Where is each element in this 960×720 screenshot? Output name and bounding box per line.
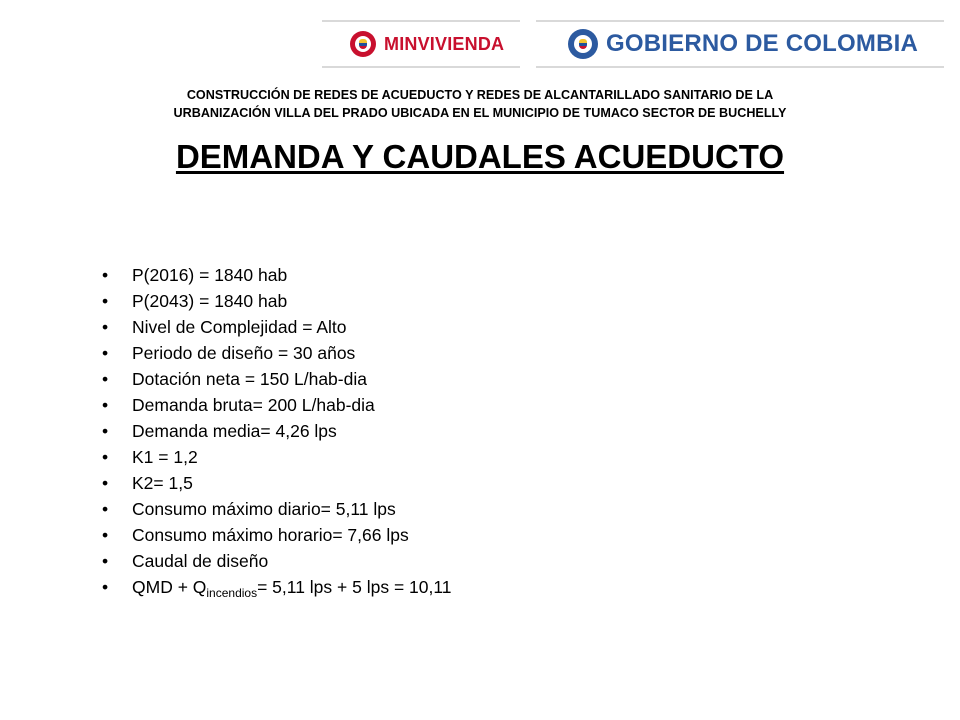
colombia-seal-icon bbox=[568, 29, 598, 59]
project-header-line-2: URBANIZACIÓN VILLA DEL PRADO UBICADA EN EL MUNICIPIO DE TUMACO SECTOR DE BUCHELLY bbox=[173, 106, 787, 120]
formula-result: = 5,11 lps + 5 lps = 10,11 bbox=[257, 577, 452, 597]
slide-title: DEMANDA Y CAUDALES ACUEDUCTO bbox=[175, 138, 785, 175]
colombia-seal-icon bbox=[350, 31, 376, 57]
bullet-list bbox=[100, 262, 452, 600]
bullet-item: • K2= 1,5 bbox=[100, 470, 452, 496]
bullet-item: • Demanda media= 4,26 lps bbox=[100, 418, 452, 444]
bullet-item: • Consumo máximo diario= 5,11 lps bbox=[100, 496, 452, 522]
bullet-item: • Periodo de diseño = 30 años bbox=[100, 340, 452, 366]
formula-subscript: incendios bbox=[206, 586, 258, 600]
minvivienda-logo bbox=[322, 20, 520, 68]
project-header-line-1: CONSTRUCCIÓN DE REDES DE ACUEDUCTO Y REDES DE ALCANTARILLADO SANITARIO DE LA bbox=[186, 88, 774, 102]
bullet-item: • Nivel de Complejidad = Alto bbox=[100, 314, 452, 340]
bullet-item: • Dotación neta = 150 L/hab-dia bbox=[100, 366, 452, 392]
gobierno-logo bbox=[536, 20, 944, 68]
bullet-item: • K1 = 1,2 bbox=[100, 444, 452, 470]
gobierno-logo-text: GOBIERNO DE COLOMBIA bbox=[606, 30, 919, 57]
project-header bbox=[60, 86, 900, 122]
minvivienda-logo-text: MINVIVIENDA bbox=[384, 33, 505, 54]
bullet-item: • P(2016) = 1840 hab bbox=[100, 262, 452, 288]
formula-item bbox=[100, 574, 452, 600]
bullet-item: • P(2043) = 1840 hab bbox=[100, 288, 452, 314]
bullet-item: • Consumo máximo horario= 7,66 lps bbox=[100, 522, 452, 548]
bullet-item: • Caudal de diseño bbox=[100, 548, 452, 574]
bullet-item: • Demanda bruta= 200 L/hab-dia bbox=[100, 392, 452, 418]
formula-prefix: QMD + Q bbox=[132, 577, 207, 597]
